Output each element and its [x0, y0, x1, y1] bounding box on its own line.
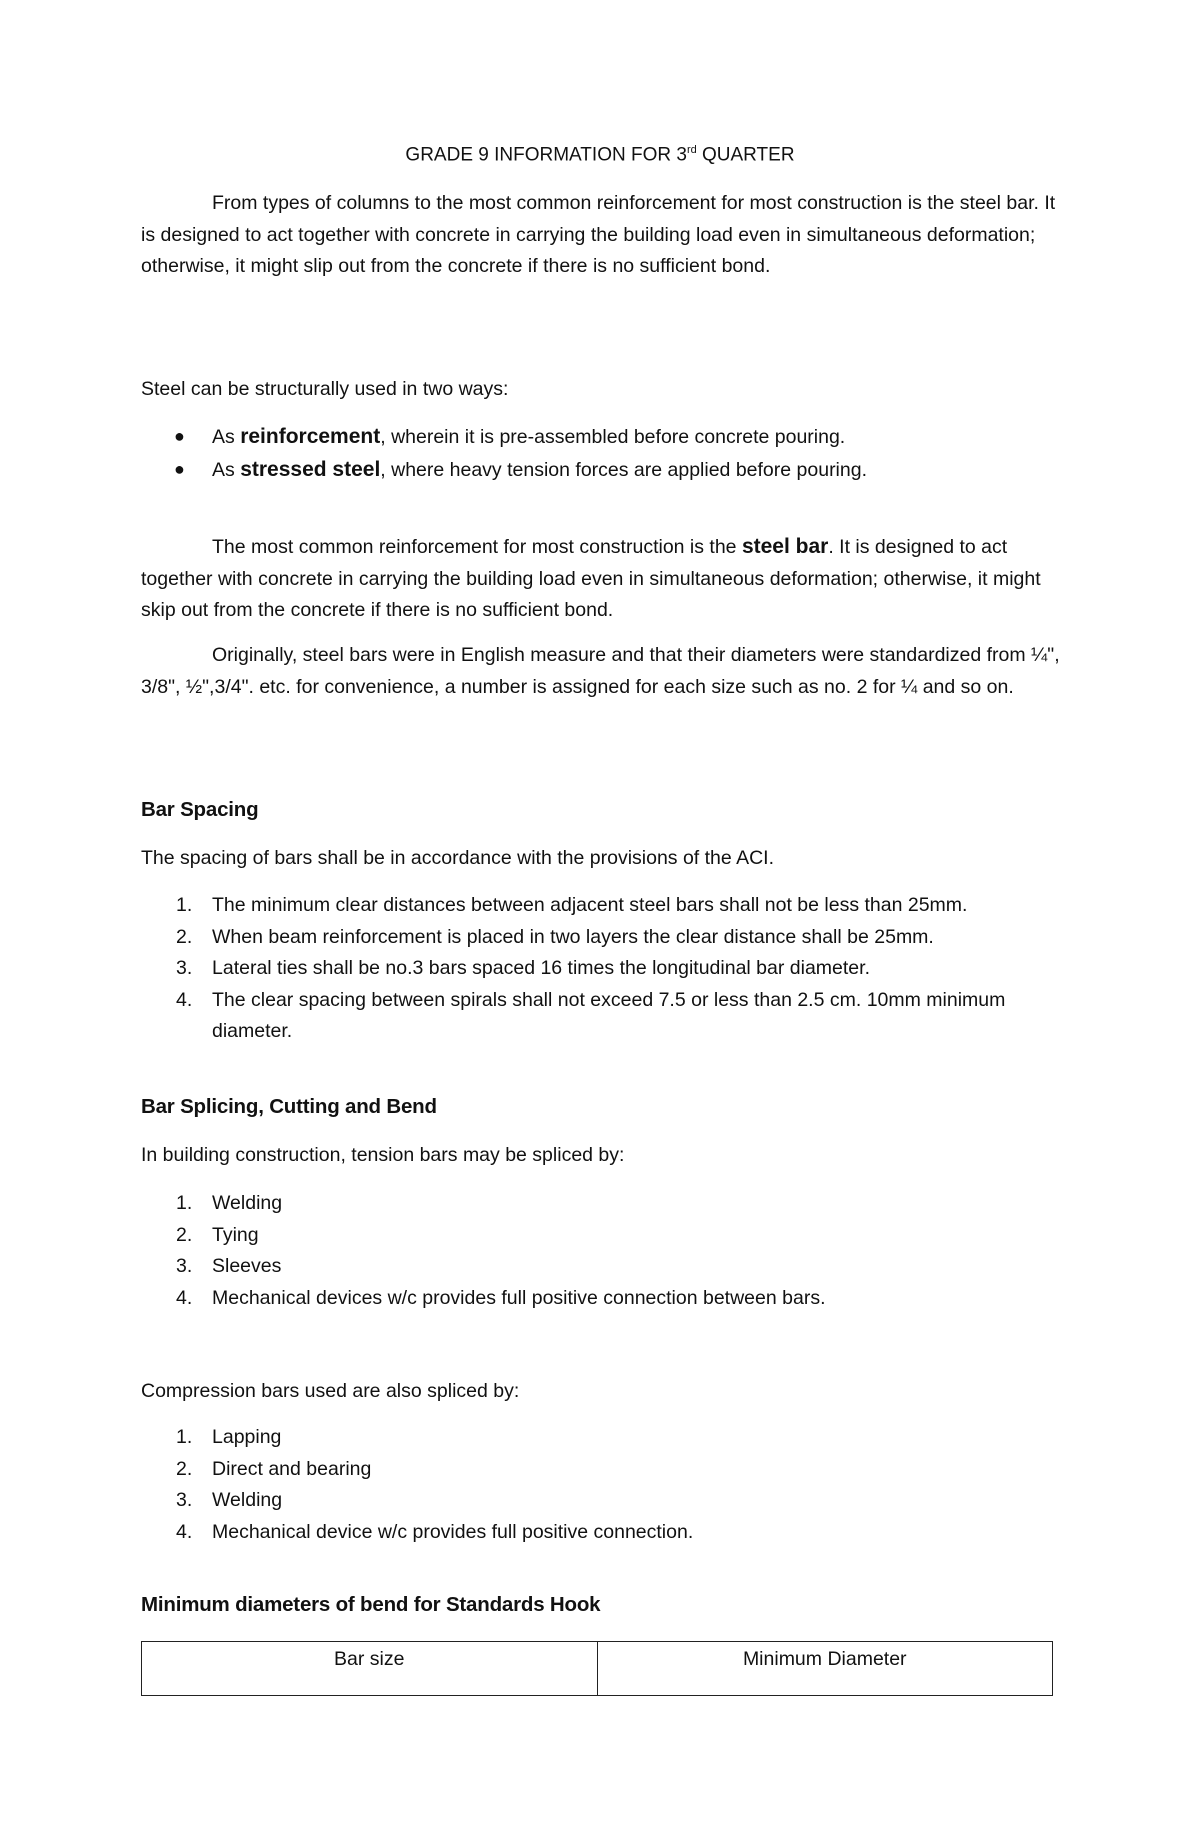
bar-splicing-heading: Bar Splicing, Cutting and Bend	[141, 1095, 437, 1118]
list-item: ● As reinforcement, wherein it is pre-assembled before concrete pouring.	[141, 421, 1061, 454]
list-item: 3. Sleeves	[176, 1255, 282, 1277]
list-item: 3. Welding	[176, 1489, 283, 1511]
list-item: 3. Lateral ties shall be no.3 bars spaced 16 times the longitudinal bar diameter.	[176, 957, 870, 979]
bend-heading: Minimum diameters of bend for Standards Hook	[141, 1593, 601, 1616]
table-header-bar-size: Bar size	[142, 1642, 598, 1696]
bar-spacing-list	[141, 890, 1061, 1048]
list-item: 2. Tying	[176, 1223, 259, 1246]
table-header-row	[142, 1642, 1053, 1696]
tension-list	[141, 1188, 1061, 1314]
list-item: ● As stressed steel, where heavy tension forces are applied before pouring.	[141, 454, 1061, 487]
table-header-minimum-diameter: Minimum Diameter	[597, 1642, 1053, 1696]
list-item: 4. Mechanical devices w/c provides full positive connection between bars.	[176, 1286, 826, 1309]
list-item: 2. When beam reinforcement is placed in two layers the clear distance shall be 25mm.	[176, 925, 934, 948]
bullet-icon: ●	[174, 458, 185, 479]
steel-ways-intro: Steel can be structurally used in two ways:	[141, 378, 509, 400]
list-item: 4. The clear spacing between spirals shall not exceed 7.5 or less than 2.5 cm. 10mm minimum diameter.	[176, 988, 1006, 1042]
intro-paragraph: From types of columns to the most common reinforcement for most construction is the steel bar. It is designed to act together with concrete in carrying the building load even in simultaneous deformation; otherwise, it might slip out from the concrete if there is no sufficient bond.	[141, 192, 1056, 277]
originally-paragraph: Originally, steel bars were in English measure and that their diameters were standardized from ¼", 3/8", ½",3/4". etc. for convenience, a number is assigned for each size such as no. 2 for ¼ and so on.	[141, 644, 1060, 698]
common-reinforcement-paragraph: The most common reinforcement for most construction is the steel bar. It is designed to act together with concrete in carrying the building load even in simultaneous deformation; otherwise, it might skip out from the concrete if there is no sufficient bond.	[141, 535, 1041, 621]
compression-intro: Compression bars used are also spliced by:	[141, 1380, 520, 1402]
list-item: 2. Direct and bearing	[176, 1457, 372, 1480]
compression-list	[141, 1422, 1061, 1548]
bend-diameter-table	[141, 1641, 1053, 1696]
bar-spacing-heading: Bar Spacing	[141, 798, 259, 821]
steel-ways-list	[141, 421, 1061, 486]
bar-spacing-intro: The spacing of bars shall be in accordance with the provisions of the ACI.	[141, 847, 775, 869]
list-item: 4. Mechanical device w/c provides full positive connection.	[176, 1520, 694, 1543]
page-title: GRADE 9 INFORMATION FOR 3rd QUARTER	[405, 144, 795, 166]
list-item: 1. Lapping	[176, 1426, 282, 1448]
list-item: 1. Welding	[176, 1192, 283, 1214]
list-item: 1. The minimum clear distances between adjacent steel bars shall not be less than 25mm.	[176, 894, 968, 916]
bullet-icon: ●	[174, 426, 185, 446]
tension-intro: In building construction, tension bars may be spliced by:	[141, 1144, 625, 1166]
